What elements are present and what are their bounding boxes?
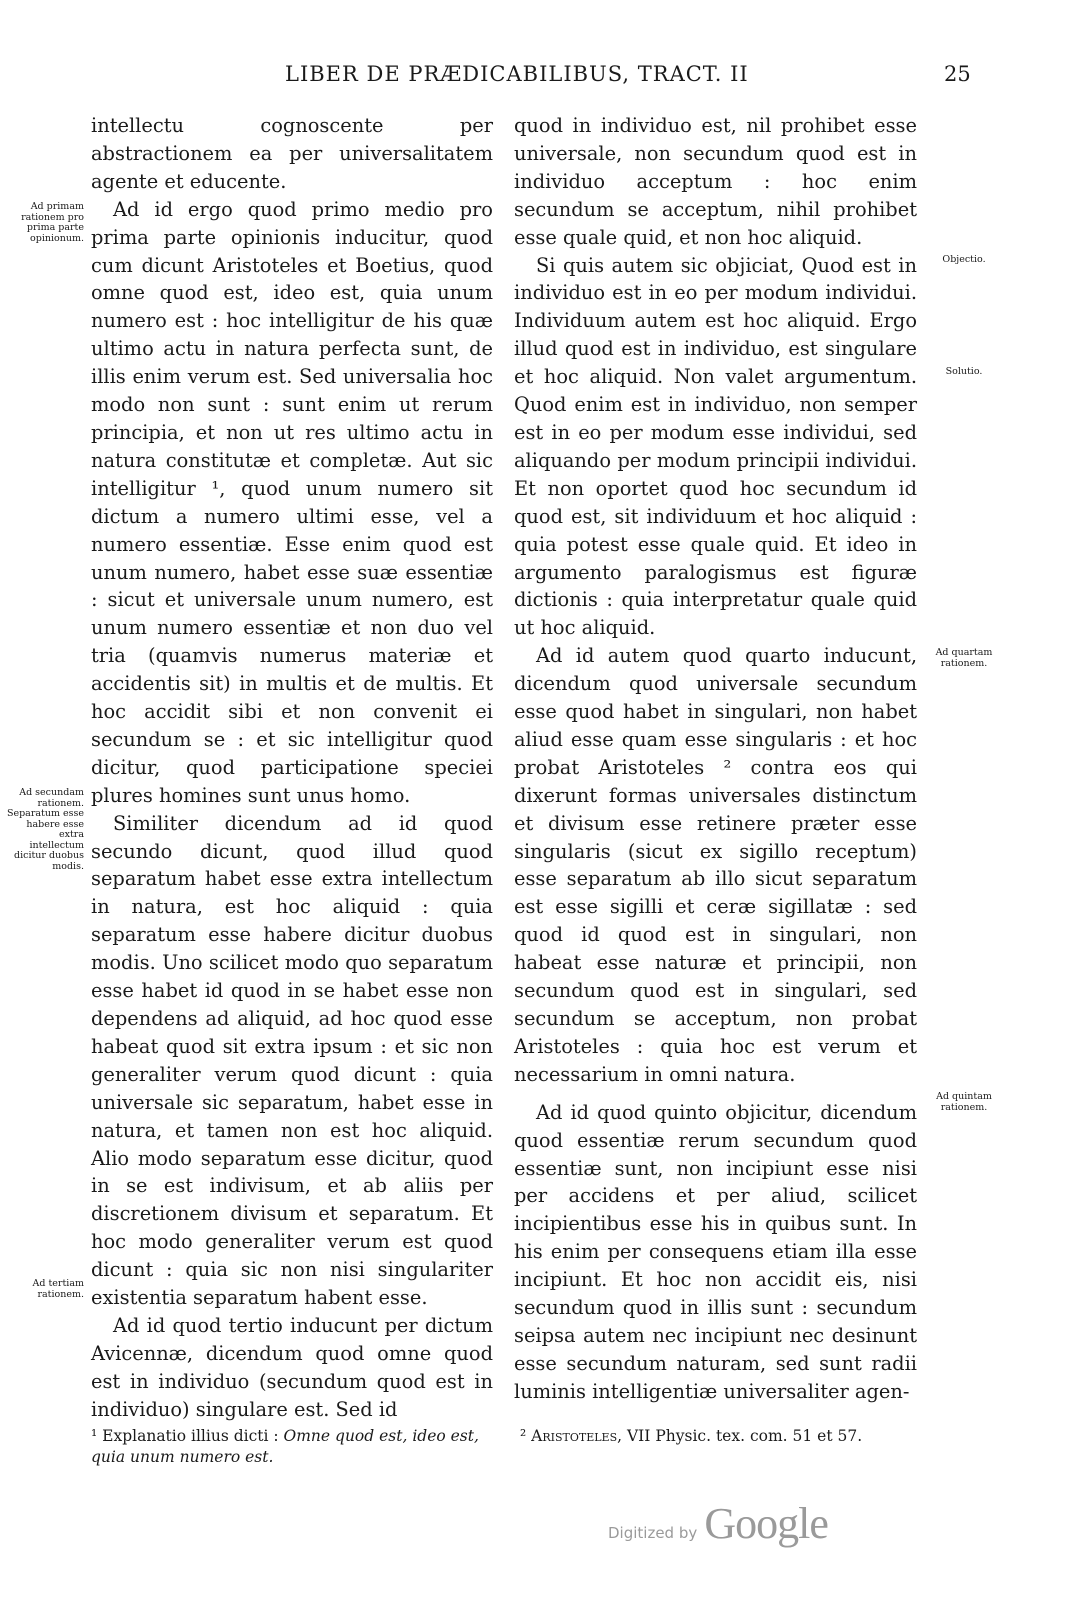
footnote-2	[520, 1426, 920, 1447]
margin-note: Ad primam rationem pro prima parte opinionum.	[21, 201, 84, 244]
paragraph: Ad id quod quinto objicitur, dicendum quod essentiæ rerum secundum quod essentiæ sunt, non incipiunt esse nisi per accidens et per aliud, scilicet incipientibus esse his in quibus sunt. In his enim per consequens etiam illa esse incipiunt. Et hoc non accidit eis, nisi secundum quod in illis sunt : secundum seipsa autem nec incipiunt nec desinunt esse secundum naturam, sed sunt radii luminis intelligentiæ universaliter agen-	[514, 1100, 917, 1403]
footnote-1	[91, 1426, 491, 1468]
page-number: 25	[944, 62, 971, 86]
paragraph: intellectu cognoscente per abstractionem ea per universalitatem agente et educente.	[91, 114, 493, 193]
watermark-prefix: Digitized by	[608, 1524, 698, 1542]
margin-note: Ad quartam rationem.	[935, 647, 993, 669]
footnote-reference: , VII Physic. tex. com. 51 et 57.	[617, 1427, 863, 1445]
margin-note: Ad secundam rationem. Separatum esse habere esse extra intellectum dicitur duobus modis.	[6, 787, 84, 872]
paragraph: Ad id quod tertio inducunt per dictum Avicennæ, dicendum quod omne quod est in individuo (secundum quod est in individuo) singulare est. Sed id	[91, 1313, 493, 1421]
left-column	[91, 112, 493, 1424]
paragraph: Ad id autem quod quarto inducunt, dicendum quod universale secundum esse quod habet in singulari, non habet aliud esse quam esse singularis : et hoc probat Aristoteles ² contra eos qui dixerunt formas universales distinctum et divisum esse retinere præter esse singularis (sicut ex sigillo receptum) esse separatum ab illo sicut separatum est esse sigilli et ceræ sigillatæ : sed quod id quod est in singulari, non habeat esse naturæ et principii, non secundum quod est in singulari, sed secundum se acceptum, non probat Aristoteles : quia hoc est verum et necessarium in omni natura.	[514, 644, 917, 1086]
margin-note: Objectio.	[942, 254, 986, 265]
footnote-lead: Explanatio illius dicti :	[102, 1427, 284, 1445]
running-title: LIBER DE PRÆDICABILIBUS, TRACT. II	[285, 62, 749, 86]
paragraph: Si quis autem sic objiciat, Quod est in individuo est in eo per modum individui. Individuum autem est hoc aliquid. Ergo illud quod est in individuo, est singulare et hoc aliquid. Non valet argumentum. Quod enim est in individuo, non semper est in eo per modum esse individui, sed aliquando per modum principii individui. Et non oportet quod hoc secundum id quod est, sit individuum et hoc aliquid : quia potest esse quale quid. Et ideo in argumento paralogismus est figuræ dictionis : quia interpretatur quale quid ut hoc aliquid.	[514, 253, 917, 640]
footnote-author: Aristoteles	[531, 1427, 618, 1445]
right-column	[514, 112, 917, 1406]
google-logo: Google	[704, 1499, 828, 1548]
footnote-marker: ²	[520, 1427, 527, 1445]
margin-note: Ad quintam rationem.	[936, 1091, 992, 1113]
margin-note: Solutio.	[945, 366, 983, 377]
footnote-marker: ¹	[91, 1427, 98, 1445]
margin-note: Ad tertiam rationem.	[32, 1278, 84, 1300]
digitized-watermark	[608, 1498, 828, 1549]
paragraph: Similiter dicendum ad id quod secundo dicunt, quod illud quod separatum habet esse extra intellectum in natura, est hoc aliquid : quia separatum esse habere dicitur duobus modis. Uno scilicet modo quo separatum esse habet id quod in se habet esse non dependens ad aliquid, ad hoc quod esse habeat quod sit extra ipsum : et sic non generaliter verum quod dicunt : quia universale sic separatum, habet esse in natura, et tamen non est hoc aliquid. Alio modo separatum esse dicitur, quod in se est indivisum, et ab aliis per discretionem divisum et separatum. Et hoc modo generaliter verum est quod dicunt : quia sic non nisi singulariter existentia separatum habent esse.	[91, 811, 493, 1310]
paragraph: quod in individuo est, nil prohibet esse universale, non secundum quod est in individuo acceptum : hoc enim secundum se acceptum, nihil prohibet esse quale quid, et non hoc aliquid.	[514, 114, 917, 249]
footnote-quote: Omne quod est, ideo est, quia unum numero est.	[91, 1427, 479, 1466]
page-header	[0, 62, 1067, 96]
paragraph: Ad id ergo quod primo medio pro prima parte opinionis inducitur, quod cum dicunt Aristoteles et Boetius, quod omne quod est, ideo est, quia unum numero est : hoc intelligitur de his quæ ultimo actu in natura perfecta sunt, de illis enim verum est. Sed universalia hoc modo non sunt : sunt enim ut rerum principia, et non ut res ultimo actu in natura constitutæ et completæ. Aut sic intelligitur ¹, quod unum numero sit dictum a numero ultimi esse, vel a numero essentiæ. Esse enim quod est unum numero, habet esse suæ essentiæ : sicut et universale unum numero, est unum numero essentiæ et non duo vel tria (quamvis numerus materiæ et accidentis sit) in multis et de multis. Et hoc accidit sibi et non convenit ei secundum se : et sic intelligitur quod dicitur, quod participatione speciei plures homines sunt unus homo.	[91, 197, 493, 807]
